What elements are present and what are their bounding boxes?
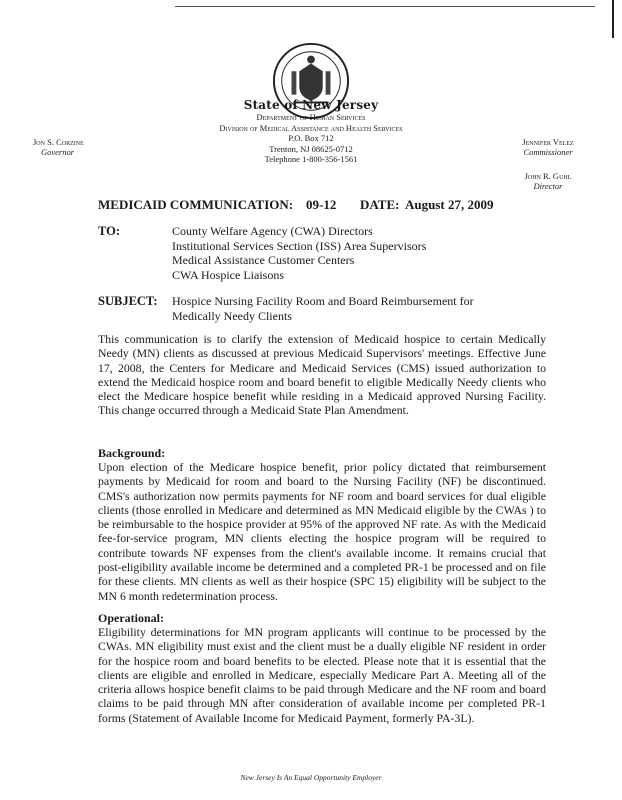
right-edge-line — [612, 0, 614, 38]
recipient-item: Medical Assistance Customer Centers — [172, 253, 355, 267]
communication-number: 09-12 — [306, 197, 337, 212]
recipient-item: County Welfare Agency (CWA) Directors — [172, 224, 373, 238]
po-box: P.O. Box 712 — [288, 133, 334, 143]
recipient-list — [172, 224, 426, 282]
telephone: Telephone 1-800-356-1561 — [264, 154, 358, 164]
director-block — [498, 171, 598, 191]
date-value: August 27, 2009 — [405, 197, 494, 212]
operational-paragraph: Eligibility determinations for MN program applicants will continue to be processed by the CWAs. MN eligibility must exist and the client must be a dually eligible NF resident in order for the hospice room and board benefits to be elected. Please note that it is essential that the clients are eligible and enrolled in Medicare, especially Medicare Part A. Meeting all of the criteria allows hospice benefit claims to be paid through Medicare and the NF room and board claims to be paid through MN after consideration of available income per completed PR-1 forms (Statement of Available Income for Medicaid Payment, formerly PA-3L). — [98, 625, 546, 725]
intro-paragraph: This communication is to clarify the extension of Medicaid hospice to certain Medically Needy (MN) clients as discussed at previous Medicaid Supervisors' meetings. Effective June 17, 2008, the Centers for Medicare and Medicaid Services (CMS) issued authorization to extend the Medicaid hospice room and board benefit to eligible Medically Needy clients who elect the Medicare hospice benefit while residing in a Medicaid approved Nursing Facility. This change occurred through a Medicaid State Plan Amendment. — [98, 332, 546, 418]
governor-title: Governor — [41, 147, 75, 157]
date-label: DATE: — [360, 197, 400, 212]
communication-label: MEDICAID COMMUNICATION: — [98, 197, 294, 212]
recipient-item: Institutional Services Section (ISS) Area Supervisors — [172, 238, 427, 253]
recipient-item: CWA Hospice Liaisons — [172, 267, 284, 282]
top-rule — [175, 6, 595, 7]
letterhead — [160, 98, 462, 165]
city-address: Trenton, NJ 08625-0712 — [269, 143, 353, 154]
background-heading: Background: — [98, 446, 166, 460]
background-paragraph: Upon election of the Medicare hospice benefit, prior policy dictated that reimbursement payments by Medicaid for room and board to the Nursing Facility (NF) be discontinued. CMS's authorization now permits payments for NF room and board services for dual eligible clients (those enrolled in Medicare and determined as MN Medicaid eligible by the CWAs ) to be reimbursable to the hospice provider at 95% of the approved NF rate. As with the Medicaid fee-for-service program, MN clients electing the hospice program will be required to contribute towards NF expenses from the client's available income. It remains crucial that post-eligibility available income be determined and a completed PR-1 be processed and on file for these clients. MN clients as well as their hospice (SPC 15) eligibility will be subject to the MN 6 month redetermination process. — [98, 460, 546, 603]
commissioner-title: Commissioner — [523, 147, 573, 157]
governor-block — [33, 137, 84, 157]
director-title: Director — [533, 181, 563, 191]
subject-line-1: Hospice Nursing Facility Room and Board Reimbursement for — [172, 294, 474, 308]
footer-note: New Jersey Is An Equal Opportunity Employer — [240, 773, 382, 782]
commissioner-name: Jennifer Velez — [522, 137, 574, 147]
director-name: John R. Guhl — [524, 171, 572, 181]
department-name: Department of Human Services — [256, 112, 366, 122]
governor-name: Jon S. Corzine — [33, 137, 84, 147]
subject-label: SUBJECT: — [98, 294, 158, 308]
state-title: State of New Jersey — [243, 98, 379, 112]
operational-heading: Operational: — [98, 611, 164, 625]
subject-line-2: Medically Needy Clients — [172, 308, 292, 323]
to-label: TO: — [98, 224, 120, 238]
subject-text — [172, 294, 532, 323]
commissioner-block — [498, 137, 598, 157]
division-name: Division of Medical Assistance and Health Services — [219, 122, 403, 133]
